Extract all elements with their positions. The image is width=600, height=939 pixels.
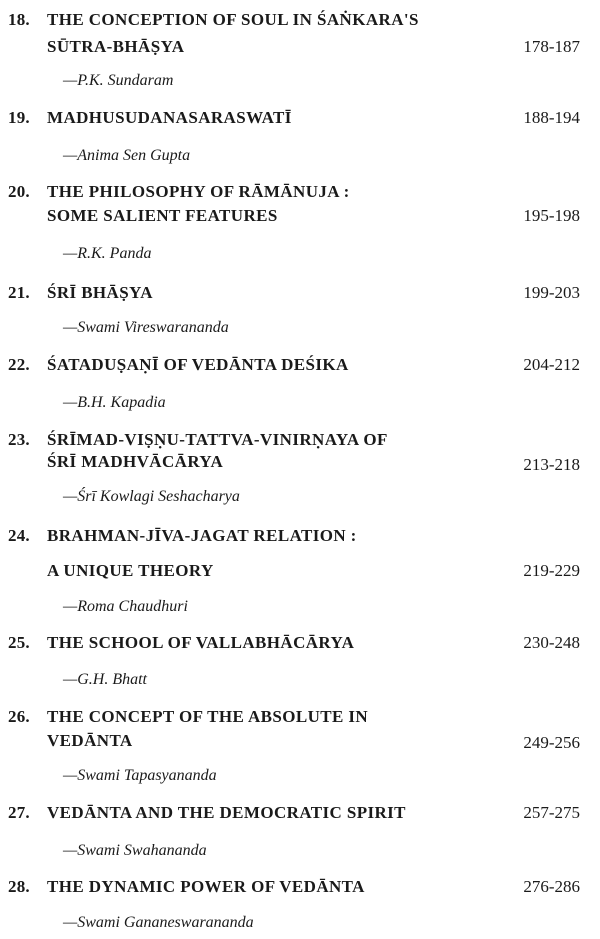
entry-title: THE CONCEPTION OF SOUL IN ŚAṄKARA'S bbox=[47, 10, 419, 29]
entry-author: —R.K. Panda bbox=[63, 245, 152, 262]
entry-pages: 219-229 bbox=[523, 561, 580, 580]
entry-title: ŚRĪ MADHVĀCĀRYA bbox=[47, 452, 224, 471]
entry-pages: 276-286 bbox=[523, 877, 580, 896]
entry-title: THE CONCEPT OF THE ABSOLUTE IN bbox=[47, 707, 369, 726]
entry-pages: 178-187 bbox=[523, 37, 580, 56]
entry-number: 20. bbox=[8, 182, 30, 201]
entry-title: MADHUSUDANASARASWATĪ bbox=[47, 108, 292, 127]
entry-number: 19. bbox=[8, 108, 30, 127]
entry-title: SOME SALIENT FEATURES bbox=[47, 206, 278, 225]
entry-pages: 195-198 bbox=[523, 206, 580, 225]
entry-pages: 230-248 bbox=[523, 633, 580, 652]
entry-author: —Roma Chaudhuri bbox=[63, 598, 188, 615]
entry-pages: 204-212 bbox=[523, 355, 580, 374]
entry-pages: 257-275 bbox=[523, 803, 580, 822]
entry-title: ŚRĪ BHĀṢYA bbox=[47, 283, 153, 302]
entry-author: —B.H. Kapadia bbox=[63, 394, 166, 411]
entry-number: 18. bbox=[8, 10, 30, 29]
entry-title: BRAHMAN-JĪVA-JAGAT RELATION : bbox=[47, 526, 357, 545]
entry-number: 28. bbox=[8, 877, 30, 896]
entry-author: —Anima Sen Gupta bbox=[63, 147, 191, 164]
entry-author: —Swami Swahananda bbox=[63, 842, 207, 859]
entry-title: A UNIQUE THEORY bbox=[47, 561, 214, 580]
entry-number: 21. bbox=[8, 283, 30, 302]
entry-pages: 199-203 bbox=[523, 283, 580, 302]
entry-author: —G.H. Bhatt bbox=[63, 671, 147, 688]
entry-pages: 213-218 bbox=[523, 455, 580, 474]
entry-author: —Swami Tapasyananda bbox=[63, 767, 217, 784]
entry-number: 22. bbox=[8, 355, 30, 374]
entry-title: VEDĀNTA AND THE DEMOCRATIC SPIRIT bbox=[47, 803, 406, 822]
entry-number: 26. bbox=[8, 707, 30, 726]
entry-number: 25. bbox=[8, 633, 30, 652]
entry-title: ŚATADUṢAṆĪ OF VEDĀNTA DEŚIKA bbox=[47, 355, 349, 374]
entry-author: —P.K. Sundaram bbox=[63, 72, 174, 89]
entry-number: 27. bbox=[8, 803, 30, 822]
entry-title: THE DYNAMIC POWER OF VEDĀNTA bbox=[47, 877, 365, 896]
entry-title: VEDĀNTA bbox=[47, 731, 133, 750]
entry-author: —Swami Gananeswarananda bbox=[63, 914, 254, 931]
entry-author: —Śrī Kowlagi Seshacharya bbox=[63, 488, 240, 505]
entry-pages: 249-256 bbox=[523, 733, 580, 752]
entry-title: THE SCHOOL OF VALLABHĀCĀRYA bbox=[47, 633, 355, 652]
entry-number: 23. bbox=[8, 430, 30, 449]
entry-title: THE PHILOSOPHY OF RĀMĀNUJA : bbox=[47, 182, 350, 201]
entry-number: 24. bbox=[8, 526, 30, 545]
entry-pages: 188-194 bbox=[523, 108, 580, 127]
entry-author: —Swami Vireswarananda bbox=[63, 319, 229, 336]
entry-title: ŚRĪMAD-VIṢṆU-TATTVA-VINIRṆAYA OF bbox=[47, 430, 388, 449]
entry-title: SŪTRA-BHĀṢYA bbox=[47, 37, 185, 56]
